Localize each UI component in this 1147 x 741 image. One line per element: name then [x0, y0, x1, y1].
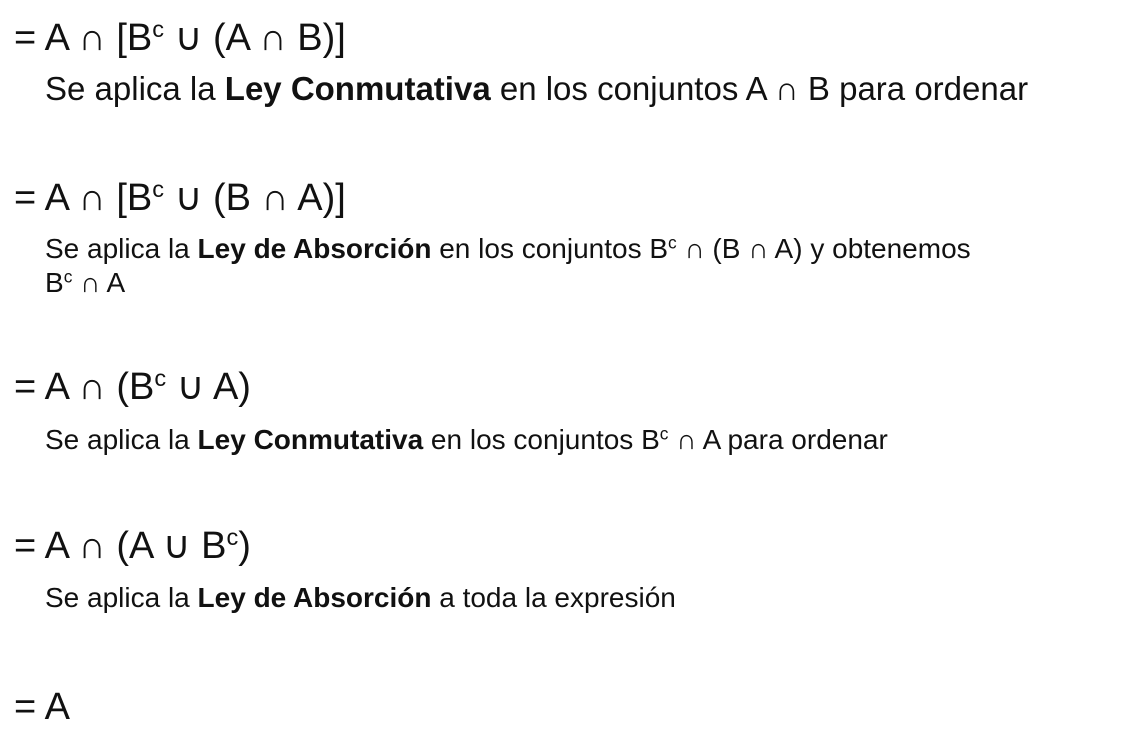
complement-superscript: c	[152, 16, 165, 43]
expr-text: )	[238, 525, 251, 567]
expr-text: ∪ (B ∩ A)]	[164, 177, 346, 219]
complement-superscript: c	[668, 232, 677, 253]
step-1-description	[45, 70, 1028, 108]
desc-text: en los conjuntos B	[431, 233, 669, 264]
complement-superscript: c	[659, 423, 669, 444]
desc-text: Se aplica la	[45, 424, 198, 455]
desc-text: en los conjuntos A ∩ B para ordenar	[490, 70, 1029, 107]
desc-text: ∩ (B ∩ A) y obtenemos	[676, 233, 971, 264]
law-name: Ley Conmutativa	[197, 424, 424, 455]
step-4-description	[45, 582, 676, 614]
desc-text: Se aplica la	[45, 582, 198, 613]
step-2-description	[45, 233, 971, 265]
step-1-expression	[14, 16, 346, 60]
desc-text: ∩ A para ordenar	[668, 424, 888, 455]
desc-text: B	[45, 267, 64, 298]
law-name: Ley de Absorción	[197, 582, 432, 613]
desc-text: ∩ A	[72, 267, 126, 298]
complement-superscript: c	[226, 524, 239, 551]
expr-text: ∪ A)	[166, 366, 251, 408]
step-2-expression	[14, 176, 346, 220]
expr-text: = A ∩ [B	[14, 177, 153, 219]
law-name: Ley Conmutativa	[224, 70, 491, 107]
desc-text: a toda la expresión	[431, 582, 676, 613]
expr-text: = A ∩ (B	[14, 366, 155, 408]
step-2-description-line-2	[45, 267, 125, 299]
law-name: Ley de Absorción	[197, 233, 432, 264]
expr-text: = A ∩ [B	[14, 17, 153, 59]
complement-superscript: c	[154, 365, 167, 392]
step-4-expression	[14, 524, 251, 568]
complement-superscript: c	[152, 176, 165, 203]
desc-text: en los conjuntos B	[423, 424, 660, 455]
step-5-expression	[14, 685, 70, 729]
expr-text: ∪ (A ∩ B)]	[164, 17, 346, 59]
expr-text: = A ∩ (A ∪ B	[14, 525, 227, 567]
expr-text: = A	[14, 686, 70, 728]
step-3-expression	[14, 365, 251, 409]
step-3-description	[45, 424, 888, 456]
desc-text: Se aplica la	[45, 70, 225, 107]
desc-text: Se aplica la	[45, 233, 198, 264]
complement-superscript: c	[63, 266, 73, 287]
